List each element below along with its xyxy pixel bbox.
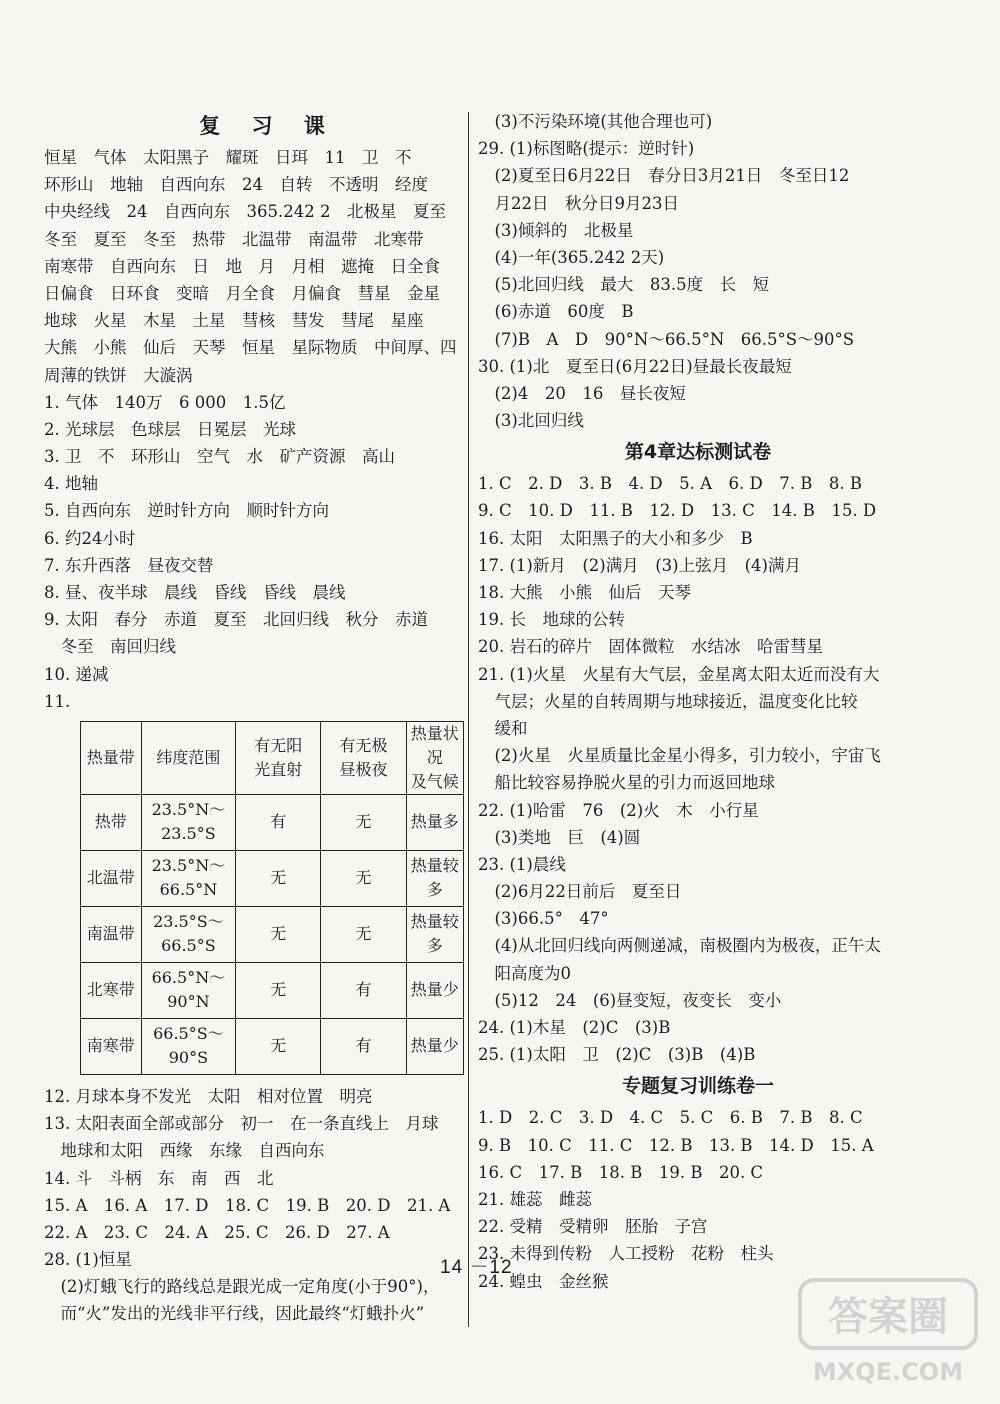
answer-line: 29. (1)标图略(提示：逆时针)	[478, 139, 695, 159]
answer-line: 24. (1)木星 (2)C (3)B	[478, 1018, 671, 1037]
table-cell-text: 66.5°S	[161, 936, 216, 956]
table-cell-text: 南寒带	[86, 1036, 135, 1056]
table-cell	[141, 850, 236, 906]
answer-line: 10. 递减	[44, 664, 109, 684]
table-row	[81, 794, 464, 850]
answer-line: 缓和	[478, 718, 528, 738]
answer-line: 23. 未得到传粉 人工授粉 花粉 柱头	[478, 1244, 774, 1264]
right-answer-lines-top	[478, 108, 918, 434]
answer-line: 12. 月球本身不发光 太阳 相对位置 明亮	[44, 1086, 373, 1106]
table-row	[81, 850, 464, 906]
answer-line: 2. 光球层 色球层 日冕层 光球	[44, 419, 296, 439]
table-cell	[141, 1018, 236, 1074]
answer-line: 4. 地轴	[44, 474, 98, 494]
table-cell-text: 热量状况	[410, 723, 459, 767]
table-cell	[321, 721, 406, 794]
answer-line: 16. C 17. B 18. B 19. B 20. C	[478, 1162, 764, 1182]
table-cell	[406, 850, 463, 906]
answer-line: 1. C 2. D 3. B 4. D 5. A 6. D 7. B 8. B	[478, 474, 863, 494]
table-cell	[81, 962, 142, 1018]
table-cell-text: 23.5°N～	[151, 800, 226, 820]
answer-line: 环形山 地轴 自西向东 24 自转 不透明 经度	[44, 175, 428, 195]
answer-line: 5. 自西向东 逆时针方向 顺时针方向	[44, 501, 329, 521]
answer-line: 18. 大熊 小熊 仙后 天琴	[478, 583, 691, 602]
table-cell-text: 光直射	[254, 759, 303, 779]
table-cell-text: 热带	[94, 812, 127, 832]
answer-line: 冬至 南回归线	[44, 637, 176, 657]
table-cell	[406, 1018, 463, 1074]
table-cell-text: 66.5°S～	[153, 1024, 224, 1044]
answer-line: (5)12 24 (6)昼变短，夜变长 变小	[478, 990, 782, 1010]
table-row	[81, 962, 464, 1018]
table-cell	[236, 850, 321, 906]
answer-line: 月22日 秋分日9月23日	[478, 193, 679, 213]
left-column	[44, 108, 464, 1328]
table-cell	[141, 721, 236, 794]
answer-line: (2)火星 火星质量比金星小得多，引力较小，宇宙飞	[478, 746, 881, 766]
table-cell	[406, 906, 463, 962]
answer-line: 22. 受精 受精卵 胚胎 子宫	[478, 1217, 708, 1237]
table-cell-text: 南温带	[86, 924, 135, 944]
table-cell	[321, 962, 406, 1018]
answer-line: 南寒带 自西向东 日 地 月 月相 遮掩 日全食	[44, 256, 440, 276]
section-title-chapter4-test: 第4章达标测试卷	[624, 441, 772, 464]
answer-line: (3)类地 巨 (4)圆	[478, 827, 641, 847]
table-cell	[321, 794, 406, 850]
answer-line: 22. (1)哈雷 76 (2)火 木 小行星	[478, 800, 759, 820]
table-cell	[236, 794, 321, 850]
table-header-row	[81, 721, 464, 794]
answer-line: (3)66.5° 47°	[478, 909, 609, 929]
column-divider	[468, 112, 469, 1327]
answer-line: 而“火”发出的光线非平行线，因此最终“灯蛾扑火”	[44, 1304, 425, 1324]
table-cell-text: 90°N	[167, 992, 210, 1012]
answer-line: 冬至 夏至 冬至 热带 北温带 南温带 北寒带	[44, 229, 424, 249]
answer-line: 日偏食 日环食 变暗 月全食 月偏食 彗星 金星	[44, 283, 440, 303]
table-cell-text: 北温带	[86, 868, 135, 888]
answer-line: 16. 太阳 太阳黑子的大小和多少 B	[478, 528, 753, 548]
table-cell-text: 23.5°N～	[151, 856, 226, 876]
answer-line: 14. 斗 斗柄 东 南 西 北	[44, 1168, 274, 1188]
table-cell	[236, 906, 321, 962]
table-cell-text: 有无极	[339, 735, 388, 755]
answer-line: 23. (1)晨线	[478, 854, 566, 874]
table-cell	[236, 721, 321, 794]
table-cell-text: 无	[270, 924, 287, 944]
table-cell	[81, 1018, 142, 1074]
answer-line: (4)从北回归线向两侧递减，南极圈内为极夜，正午太	[478, 936, 881, 956]
table-cell	[81, 721, 142, 794]
watermark-bottom-text: MXQE.COM	[812, 1358, 964, 1386]
page-number: 14 －12	[440, 1257, 513, 1278]
answer-line: 20. 岩石的碎片 固体微粒 水结冰 哈雷彗星	[478, 637, 823, 657]
table-cell-text: 66.5°N～	[151, 968, 226, 988]
answer-line: 11.	[44, 691, 71, 711]
answer-line: 船比较容易挣脱火星的引力而返回地球	[478, 773, 775, 793]
table-cell-text: 23.5°S	[161, 824, 216, 844]
answer-line: 地球和太阳 西缘 东缘 自西向东	[44, 1141, 325, 1161]
table-cell-text: 昼极夜	[339, 759, 388, 779]
answer-line: 17. (1)新月 (2)满月 (3)上弦月 (4)满月	[478, 555, 801, 575]
answer-line: 30. (1)北 夏至日(6月22日)昼最长夜最短	[478, 356, 792, 376]
answer-line: 1. D 2. C 3. D 4. C 5. C 6. B 7. B 8. C	[478, 1108, 863, 1128]
climate-zone-table	[80, 721, 464, 1075]
answer-line: 19. 长 地球的公转	[478, 610, 625, 630]
table-cell	[81, 794, 142, 850]
answer-line: 21. (1)火星 火星有大气层，金星离太阳太近而没有大	[478, 664, 880, 684]
left-answer-lines	[44, 144, 464, 715]
answer-line: 9. 太阳 春分 赤道 夏至 北回归线 秋分 赤道	[44, 610, 428, 630]
answer-line: 3. 卫 不 环形山 空气 水 矿产资源 高山	[44, 447, 395, 467]
table-cell-text: 热量多	[410, 812, 459, 832]
answer-line: (3)不污染环境(其他合理也可)	[478, 112, 713, 131]
answer-line: 13. 太阳表面全部或部分 初一 在一条直线上 月球	[44, 1114, 439, 1134]
answer-line: (2)灯蛾飞行的路线总是跟光成一定角度(小于90°)，	[44, 1277, 440, 1297]
table-row	[81, 1018, 464, 1074]
table-cell	[236, 962, 321, 1018]
table-cell	[81, 850, 142, 906]
answer-line: (5)北回归线 最大 83.5度 长 短	[478, 275, 770, 295]
table-cell-text: 纬度范围	[156, 747, 221, 767]
table-cell	[81, 906, 142, 962]
answer-line: (3)北回归线	[478, 411, 584, 431]
answer-line: (2)夏至日6月22日 春分日3月21日 冬至日12	[478, 166, 850, 186]
table-cell	[406, 794, 463, 850]
answer-line: 9. C 10. D 11. B 12. D 13. C 14. B 15. D	[478, 501, 877, 521]
answer-line: (4)一年(365.242 2天)	[478, 247, 665, 267]
answer-line: (6)赤道 60度 B	[478, 302, 634, 322]
answer-line: (3)倾斜的 北极星	[478, 220, 634, 240]
answer-line: (7)B A D 90°N～66.5°N 66.5°S～90°S	[478, 329, 855, 349]
special-review-answer-lines	[478, 1104, 918, 1294]
answer-line: 25. (1)太阳 卫 (2)C (3)B (4)B	[478, 1045, 756, 1065]
table-cell-text: 无	[355, 924, 372, 944]
right-column	[478, 108, 918, 1295]
answer-line: 15. A 16. A 17. D 18. C 19. B 20. D 21. A	[44, 1195, 451, 1215]
answer-line: 气层；火星的自转周期与地球接近，温度变化比较	[478, 691, 858, 711]
table-cell	[141, 794, 236, 850]
table-cell	[406, 962, 463, 1018]
answer-line: 周薄的铁饼 大漩涡	[44, 365, 193, 385]
table-cell-text: 北寒带	[86, 980, 135, 1000]
table-cell	[321, 850, 406, 906]
table-cell	[236, 1018, 321, 1074]
table-cell-text: 热量较多	[410, 912, 459, 956]
watermark-top-text: 答案圈	[828, 1294, 948, 1340]
answer-line: 中央经线 24 自西向东 365.242 2 北极星 夏至	[44, 202, 446, 222]
table-cell-text: 无	[270, 980, 287, 1000]
answer-line: 8. 昼、夜半球 晨线 昏线 昏线 晨线	[44, 583, 346, 602]
answer-line: (2)4 20 16 昼长夜短	[478, 383, 686, 403]
answer-line: 21. 雄蕊 雌蕊	[478, 1189, 592, 1209]
table-cell-text: 有	[355, 1036, 372, 1056]
table-row	[81, 906, 464, 962]
answer-line: 24. 蝗虫 金丝猴	[478, 1271, 609, 1291]
table-cell-text: 23.5°S～	[153, 912, 224, 932]
table-cell	[141, 962, 236, 1018]
table-cell-text: 无	[355, 812, 372, 832]
section-title-review: 复 习 课	[199, 114, 337, 138]
table-cell-text: 有无阳	[254, 735, 303, 755]
section-title-special-review: 专题复习训练卷一	[621, 1075, 774, 1098]
table-cell-text: 无	[270, 1036, 287, 1056]
answer-line: 大熊 小熊 仙后 天琴 恒星 星际物质 中间厚、四	[44, 338, 457, 358]
chapter4-answer-lines	[478, 470, 918, 1068]
table-cell	[141, 906, 236, 962]
table-cell-text: 热量带	[86, 747, 135, 767]
table-cell	[321, 1018, 406, 1074]
table-cell-text: 有	[270, 812, 287, 832]
answer-line: 6. 约24小时	[44, 528, 136, 548]
table-cell-text: 热量少	[410, 1036, 459, 1056]
answer-line: 恒星 气体 太阳黑子 耀斑 日珥 11 卫 不	[44, 148, 412, 167]
table-cell-text: 无	[270, 868, 287, 888]
answer-line: 地球 火星 木星 土星 彗核 彗发 彗尾 星座	[44, 311, 424, 331]
table-cell-text: 有	[355, 980, 372, 1000]
table-cell	[406, 721, 463, 794]
table-cell-text: 无	[355, 868, 372, 888]
table-cell-text: 热量较多	[410, 856, 459, 900]
answer-line: 28. (1)恒星	[44, 1250, 132, 1270]
table-cell-text: 热量少	[410, 980, 459, 1000]
watermark-logo	[794, 1272, 984, 1392]
answer-line: 7. 东升西落 昼夜交替	[44, 555, 214, 575]
answer-line: 9. B 10. C 11. C 12. B 13. B 14. D 15. A	[478, 1135, 874, 1155]
answer-line: (2)6月22日前后 夏至日	[478, 882, 682, 902]
table-cell	[321, 906, 406, 962]
table-cell-text: 90°S	[168, 1048, 209, 1068]
left-answer-lines-continued	[44, 1083, 464, 1328]
answer-line: 1. 气体 140万 6 000 1.5亿	[44, 392, 286, 412]
table-cell-text: 66.5°N	[159, 880, 218, 900]
answer-line: 阳高度为0	[478, 963, 571, 983]
table-cell-text: 及气候	[410, 771, 459, 791]
answer-line: 22. A 23. C 24. A 25. C 26. D 27. A	[44, 1222, 390, 1242]
